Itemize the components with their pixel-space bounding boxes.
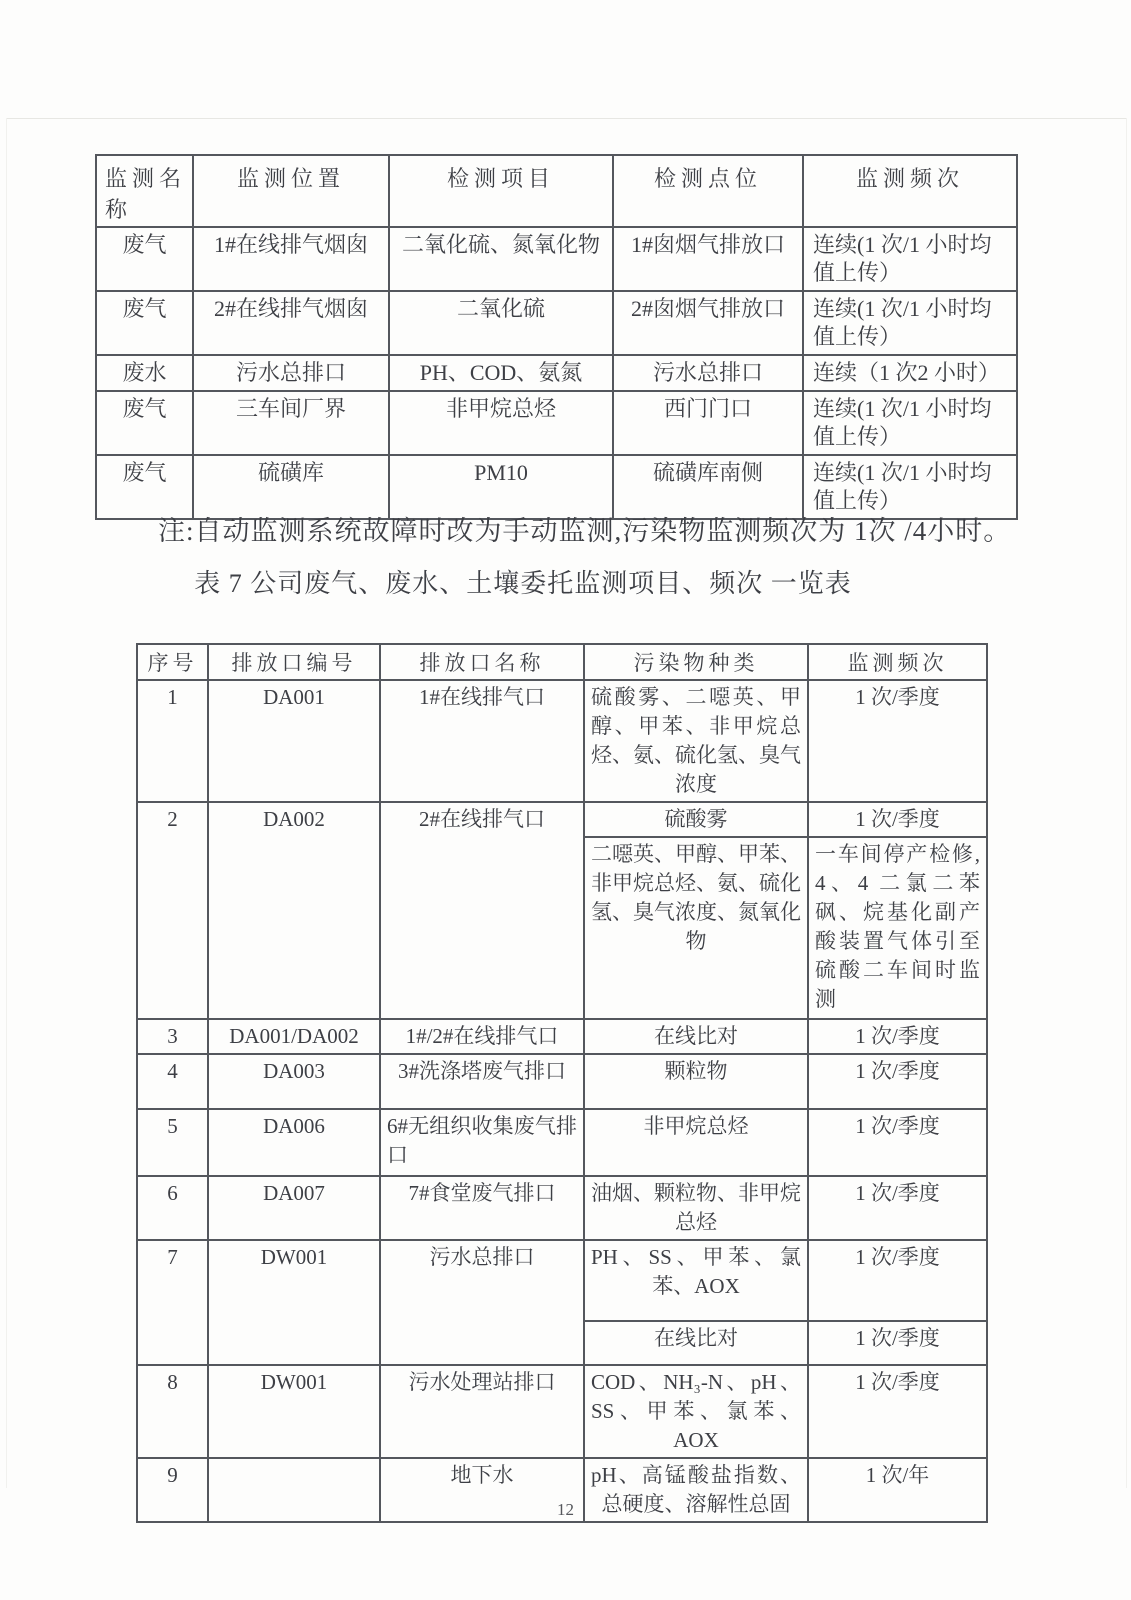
header-cell: 监测频次 xyxy=(808,644,987,680)
cell: 二噁英、甲醇、甲苯、非甲烷总烃、氨、硫化氢、臭气浓度、氮氧化物 xyxy=(584,837,808,1019)
cell: 3#洗涤塔废气排口 xyxy=(380,1054,584,1109)
cell: 1 次/季度 xyxy=(808,1240,987,1321)
cell: 2#在线排气口 xyxy=(380,802,584,1019)
header-cell: 监测名称 xyxy=(96,155,193,227)
cell: 5 xyxy=(137,1109,208,1176)
scan-artifact-line xyxy=(1126,118,1127,1488)
cell: 7 xyxy=(137,1240,208,1365)
cell: DA001/DA002 xyxy=(208,1019,380,1054)
cell: 1 次/季度 xyxy=(808,1054,987,1109)
header-cell: 监测频次 xyxy=(803,155,1017,227)
header-cell: 监测位置 xyxy=(193,155,389,227)
table-header-row xyxy=(137,644,987,680)
cell: 废气 xyxy=(96,391,193,455)
header-cell: 排放口编号 xyxy=(208,644,380,680)
cell: PH、SS、甲苯、氯苯、AOX xyxy=(584,1240,808,1321)
table-row xyxy=(137,1176,987,1240)
cell: 1 次/季度 xyxy=(808,1321,987,1365)
cell: 1 次/季度 xyxy=(808,1109,987,1176)
cell: 油烟、颗粒物、非甲烷总烃 xyxy=(584,1176,808,1240)
cell: 硫酸雾、二噁英、甲醇、甲苯、非甲烷总烃、氨、硫化氢、臭气浓度 xyxy=(584,680,808,802)
table-row xyxy=(137,1019,987,1054)
cell: 废气 xyxy=(96,227,193,291)
table-row xyxy=(137,1240,987,1321)
cell: 1 次/季度 xyxy=(808,1365,987,1458)
cell: 1 次/季度 xyxy=(808,802,987,837)
cell: 1#囱烟气排放口 xyxy=(613,227,803,291)
cell: DW001 xyxy=(208,1365,380,1458)
cell: DA007 xyxy=(208,1176,380,1240)
table-row xyxy=(96,391,1017,455)
cell: 污水总排口 xyxy=(613,355,803,391)
commissioned-monitoring-table xyxy=(136,643,988,1523)
cell: 1 次/季度 xyxy=(808,1176,987,1240)
cell: 2#囱烟气排放口 xyxy=(613,291,803,355)
cell: PH、COD、氨氮 xyxy=(389,355,613,391)
cell: 连续(1 次/1 小时均值上传） xyxy=(803,227,1017,291)
cell: 1 xyxy=(137,680,208,802)
page-number: 12 xyxy=(557,1500,574,1519)
cell: 1 次/季度 xyxy=(808,680,987,802)
header-cell: 污染物种类 xyxy=(584,644,808,680)
cell: 非甲烷总烃 xyxy=(584,1109,808,1176)
cell: DA002 xyxy=(208,802,380,1019)
cell: 3 xyxy=(137,1019,208,1054)
cell: 二氧化硫、氮氧化物 xyxy=(389,227,613,291)
cell: 硫酸雾 xyxy=(584,802,808,837)
cell: 废气 xyxy=(96,455,193,519)
header-cell: 检测项目 xyxy=(389,155,613,227)
cell: 1#在线排气烟囱 xyxy=(193,227,389,291)
cell: 6#无组织收集废气排口 xyxy=(380,1109,584,1176)
table-row xyxy=(137,1109,987,1176)
cell: DA006 xyxy=(208,1109,380,1176)
cell: 西门门口 xyxy=(613,391,803,455)
auto-monitoring-table xyxy=(95,154,1018,520)
cell: 4 xyxy=(137,1054,208,1109)
cell: 污水处理站排口 xyxy=(380,1365,584,1458)
table-note: 注:自动监测系统故障时改为手动监测,污染物监测频次为 1次 /4小时。 xyxy=(158,516,1012,546)
cell: 一车间停产检修, 4、4 二氯二苯砜、烷基化副产酸装置气体引至硫酸二车间时监测 xyxy=(808,837,987,1019)
cell: 颗粒物 xyxy=(584,1054,808,1109)
cell: 1#/2#在线排气口 xyxy=(380,1019,584,1054)
cell: PM10 xyxy=(389,455,613,519)
cell: 三车间厂界 xyxy=(193,391,389,455)
cell: 污水总排口 xyxy=(193,355,389,391)
cell: 连续(1 次/1 小时均值上传） xyxy=(803,291,1017,355)
cell: 1 次/年 xyxy=(808,1458,987,1522)
cell: 9 xyxy=(137,1458,208,1522)
table2-title: 表 7 公司废气、废水、土壤委托监测项目、频次 一览表 xyxy=(194,569,852,598)
cell: 7#食堂废气排口 xyxy=(380,1176,584,1240)
cell: DW001 xyxy=(208,1240,380,1365)
cell: 污水总排口 xyxy=(380,1240,584,1365)
table-row xyxy=(96,355,1017,391)
cell: 硫磺库 xyxy=(193,455,389,519)
cell: 非甲烷总烃 xyxy=(389,391,613,455)
table-row xyxy=(137,1365,987,1458)
cell: 1 次/季度 xyxy=(808,1019,987,1054)
cell: DA003 xyxy=(208,1054,380,1109)
table-row xyxy=(137,680,987,802)
cell: 地下水 xyxy=(380,1458,584,1522)
header-cell: 序号 xyxy=(137,644,208,680)
cell: 连续(1 次/1 小时均值上传） xyxy=(803,455,1017,519)
scan-artifact-line xyxy=(6,118,1127,119)
cell: 废气 xyxy=(96,291,193,355)
header-cell: 检测点位 xyxy=(613,155,803,227)
cell: 硫磺库南侧 xyxy=(613,455,803,519)
table-row xyxy=(137,1054,987,1109)
cell: 在线比对 xyxy=(584,1321,808,1365)
cell: 1#在线排气口 xyxy=(380,680,584,802)
cell: 连续(1 次/1 小时均值上传） xyxy=(803,391,1017,455)
cell: 2#在线排气烟囱 xyxy=(193,291,389,355)
table-header-row xyxy=(96,155,1017,227)
cell: COD、NH₃-N、pH、SS、甲苯、氯苯、AOX xyxy=(584,1365,808,1458)
header-cell: 排放口名称 xyxy=(380,644,584,680)
cell: 8 xyxy=(137,1365,208,1458)
table-row xyxy=(137,802,987,837)
cell: 2 xyxy=(137,802,208,1019)
cell: 连续（1 次2 小时） xyxy=(803,355,1017,391)
table-row xyxy=(96,291,1017,355)
scan-artifact-line xyxy=(6,118,7,1488)
cell: DA001 xyxy=(208,680,380,802)
cell: 废水 xyxy=(96,355,193,391)
cell: pH、高锰酸盐指数、总硬度、溶解性总固 xyxy=(584,1458,808,1522)
cell: 二氧化硫 xyxy=(389,291,613,355)
table-row xyxy=(96,227,1017,291)
cell: 在线比对 xyxy=(584,1019,808,1054)
cell: 6 xyxy=(137,1176,208,1240)
